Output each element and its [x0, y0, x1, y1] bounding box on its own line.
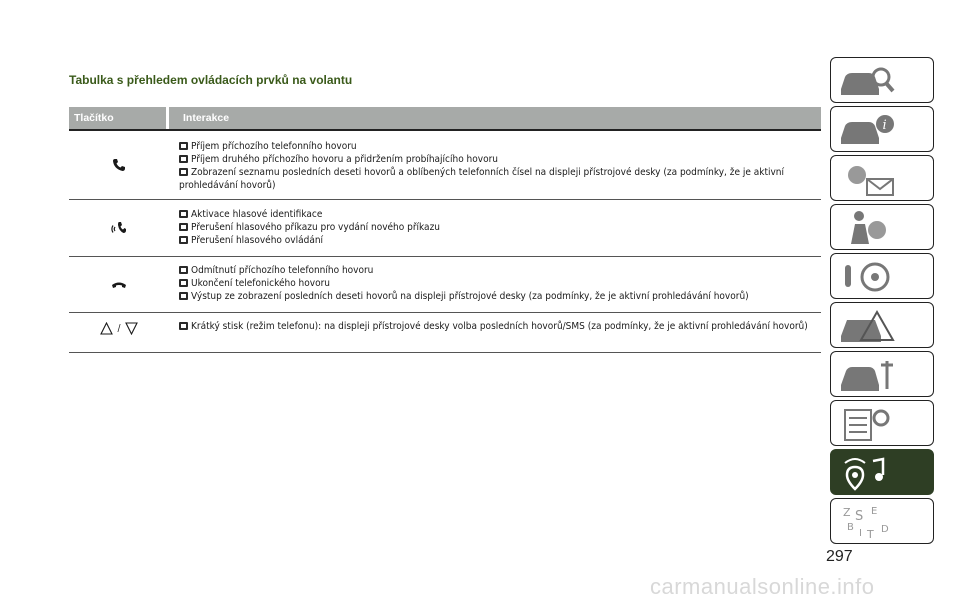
- tab-car-service[interactable]: [830, 351, 934, 397]
- tab-warning-lights[interactable]: [830, 155, 934, 201]
- tab-settings-list[interactable]: [830, 400, 934, 446]
- table-row: [69, 313, 821, 353]
- car-service-icon: [837, 355, 897, 395]
- table-row: [69, 131, 821, 200]
- table-row: [69, 200, 821, 257]
- steering-key-icon: [837, 257, 897, 297]
- watermark: carmanualsonline.info: [650, 574, 875, 599]
- svg-text:I: I: [859, 528, 862, 539]
- phone-answer-icon: [112, 158, 126, 172]
- table-title: Tabulka s přehledem ovládacích prvků na volantu: [69, 73, 353, 87]
- list-item: Krátký stisk (režim telefonu): na displeji přístrojové desky volba posledních hovorů/SMS (za podmínky, že je aktivní prohledávání hovorů): [179, 320, 815, 333]
- tab-car-info[interactable]: [830, 106, 934, 152]
- tab-steering-key[interactable]: [830, 253, 934, 299]
- svg-text:S: S: [855, 509, 864, 524]
- button-separator: /: [117, 323, 121, 334]
- svg-text:Z: Z: [843, 506, 851, 519]
- list-item: Odmítnutí příchozího telefonního hovoru: [179, 264, 815, 277]
- airbag-seat-icon: [837, 208, 897, 248]
- voice-recognition-icon: [111, 220, 127, 236]
- down-triangle-icon: [125, 322, 138, 335]
- svg-text:B: B: [847, 522, 854, 533]
- header-interaction: Interakce: [183, 112, 230, 124]
- svg-text:i: i: [882, 118, 887, 133]
- settings-list-icon: [837, 404, 897, 444]
- breakdown-icon: [837, 306, 897, 346]
- table-header: [69, 107, 821, 129]
- list-item: Přerušení hlasového ovládání: [179, 234, 815, 247]
- list-item: Příjem příchozího telefonního hovoru: [179, 140, 815, 153]
- index-icon: [837, 502, 897, 542]
- list-item: Přerušení hlasového příkazu pro vydání nového příkazu: [179, 221, 815, 234]
- list-item: Příjem druhého příchozího hovoru a přidržením probíhajícího hovoru: [179, 153, 815, 166]
- list-item: Výstup ze zobrazení posledních deseti hovorů na displeji přístrojové desky (za podmínky, že je aktivní prohledávání hovorů): [179, 290, 815, 303]
- page-number: 297: [826, 548, 853, 565]
- multimedia-icon: [837, 453, 897, 493]
- warning-lights-icon: [837, 159, 897, 199]
- car-info-icon: [837, 110, 897, 150]
- svg-text:E: E: [871, 506, 878, 517]
- phone-hangup-icon: [111, 280, 127, 290]
- steering-controls-table: [69, 107, 821, 353]
- up-triangle-icon: [100, 322, 113, 335]
- car-search-icon: [837, 61, 897, 101]
- list-item: Aktivace hlasové identifikace: [179, 208, 815, 221]
- button-cell: [69, 131, 169, 199]
- tab-airbag-seat[interactable]: [830, 204, 934, 250]
- button-cell: [69, 257, 169, 312]
- tab-breakdown[interactable]: [830, 302, 934, 348]
- header-button: Tlačítko: [74, 112, 114, 124]
- svg-text:D: D: [881, 524, 889, 535]
- svg-text:T: T: [867, 528, 874, 541]
- button-cell: [69, 313, 169, 352]
- tab-index[interactable]: [830, 498, 934, 544]
- table-row: [69, 257, 821, 313]
- button-cell: [69, 200, 169, 256]
- list-item: Zobrazení seznamu posledních deseti hovorů a oblíbených telefonních čísel na displeji přístrojové desky (za podmínky, že je aktivní prohledávání hovorů): [179, 167, 785, 191]
- tab-car-search[interactable]: [830, 57, 934, 103]
- tab-multimedia[interactable]: [830, 449, 934, 495]
- list-item: Ukončení telefonického hovoru: [179, 277, 815, 290]
